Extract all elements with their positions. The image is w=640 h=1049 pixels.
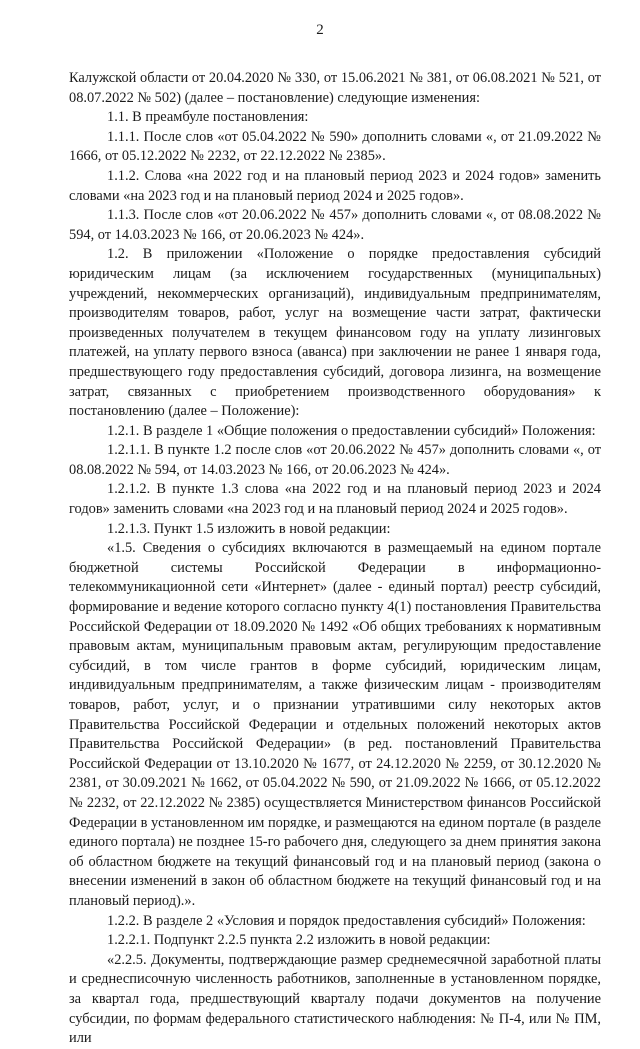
document-body <box>69 69 601 1049</box>
paragraph-1-2-2: 1.2.2. В разделе 2 «Условия и порядок предоставления субсидий» Положения: <box>107 912 586 929</box>
page-number: 2 <box>316 22 324 38</box>
paragraph-1-1: 1.1. В преамбуле постановления: <box>107 109 309 126</box>
paragraph-1-2-1-3: 1.2.1.3. Пункт 1.5 изложить в новой редакции: <box>107 520 391 537</box>
paragraph-quote-2-2-5: «2.2.5. Документы, подтверждающие размер среднемесячной заработной платы и среднесписочную численность работников, заполненные в установленном порядке, за квартал года, предшествующий кварталу подачи документов на получение субсидии, по формам федерального статистического наблюдения: № П-4, или № ПМ, или <box>69 951 601 1047</box>
paragraph-1-2: 1.2. В приложении «Положение о порядке предоставления субсидий юридическим лицам (за исключением государственных (муниципальных) учреждений, некоммерческих организаций), индивидуальным предпринимателям, производителям товаров, работ, услуг на возмещение части затрат, фактически произведенных получателем в текущем финансовом году на уплату лизинговых платежей, на уплату первого взноса (аванса) при заключении не ранее 1 января года, предшествующего году предоставления субсидий, договора лизинга, на возмещение затрат, связанных с приобретением производственного оборудования» к постановлению (далее – Положение): <box>69 246 601 420</box>
paragraph-1-1-3: 1.1.3. После слов «от 20.06.2022 № 457» дополнить словами «, от 08.08.2022 № 594, от 14.03.2023 № 166, от 20.06.2023 № 424». <box>69 207 601 243</box>
paragraph-intro: Калужской области от 20.04.2020 № 330, от 15.06.2021 № 381, от 06.08.2021 № 521, от 08.07.2022 № 502) (далее – постановление) следующие изменения: <box>69 70 601 106</box>
paragraph-1-2-1-2: 1.2.1.2. В пункте 1.3 слова «на 2022 год и на плановый период 2023 и 2024 годов» заменить словами «на 2023 год и на плановый период 2024 и 2025 годов». <box>69 481 601 518</box>
paragraph-1-2-1: 1.2.1. В разделе 1 «Общие положения о предоставлении субсидий» Положения: <box>107 422 596 439</box>
paragraph-quote-1-5: «1.5. Сведения о субсидиях включаются в размещаемый на едином портале бюджетной системы Российской Федерации в информационно-телекоммуникационной сети «Интернет» (далее - единый портал) реестр субсидий, формирование и ведение которого согласно пункту 4(1) постановления Правительства Российской Федерации от 18.09.2020 № 1492 «Об общих требованиях к нормативным правовым актам, муниципальным правовым актам, регулирующим предоставление субсидий, в том числе грантов в форме субсидий, юридическим лицам, индивидуальным предпринимателям, а также физическим лицам - производителям товаров, работ, услуг, и о признании утратившими силу некоторых актов Правительства Российской Федерации и отдельных положений некоторых актов Правительства Российской Федерации» (в ред. постановлений Правительства Российской Федерации от 13.10.2020 № 1677, от 24.12.2020 № 2259, от 30.12.2020 № 2381, от 30.09.2021 № 1662, от 05.04.2022 № 590, от 21.09.2022 № 1666, от 05.12.2022 № 2232, от 22.12.2022 № 2385) осуществляется Министерством финансов Российской Федерации в установленном им порядке, и размещаются на едином портале (в разделе единого портала) не позднее 15-го рабочего дня, следующего за днем принятия закона об областном бюджете на текущий финансовый год и на плановый период (закона о внесении изменений в закон об областном бюджете на текущий финансовый год и на плановый период).». <box>69 540 601 909</box>
paragraph-1-2-2-1: 1.2.2.1. Подпункт 2.2.5 пункта 2.2 изложить в новой редакции: <box>107 932 491 949</box>
paragraph-1-1-2: 1.1.2. Слова «на 2022 год и на плановый период 2023 и 2024 годов» заменить словами «на 2023 год и на плановый период 2024 и 2025 годов». <box>69 167 601 204</box>
paragraph-1-2-1-1: 1.2.1.1. В пункте 1.2 после слов «от 20.06.2022 № 457» дополнить словами «, от 08.08.2022 № 594, от 14.03.2023 № 166, от 20.06.2023 № 424». <box>69 442 601 478</box>
paragraph-1-1-1: 1.1.1. После слов «от 05.04.2022 № 590» дополнить словами «, от 21.09.2022 № 1666, от 05.12.2022 № 2232, от 22.12.2022 № 2385». <box>69 128 601 165</box>
